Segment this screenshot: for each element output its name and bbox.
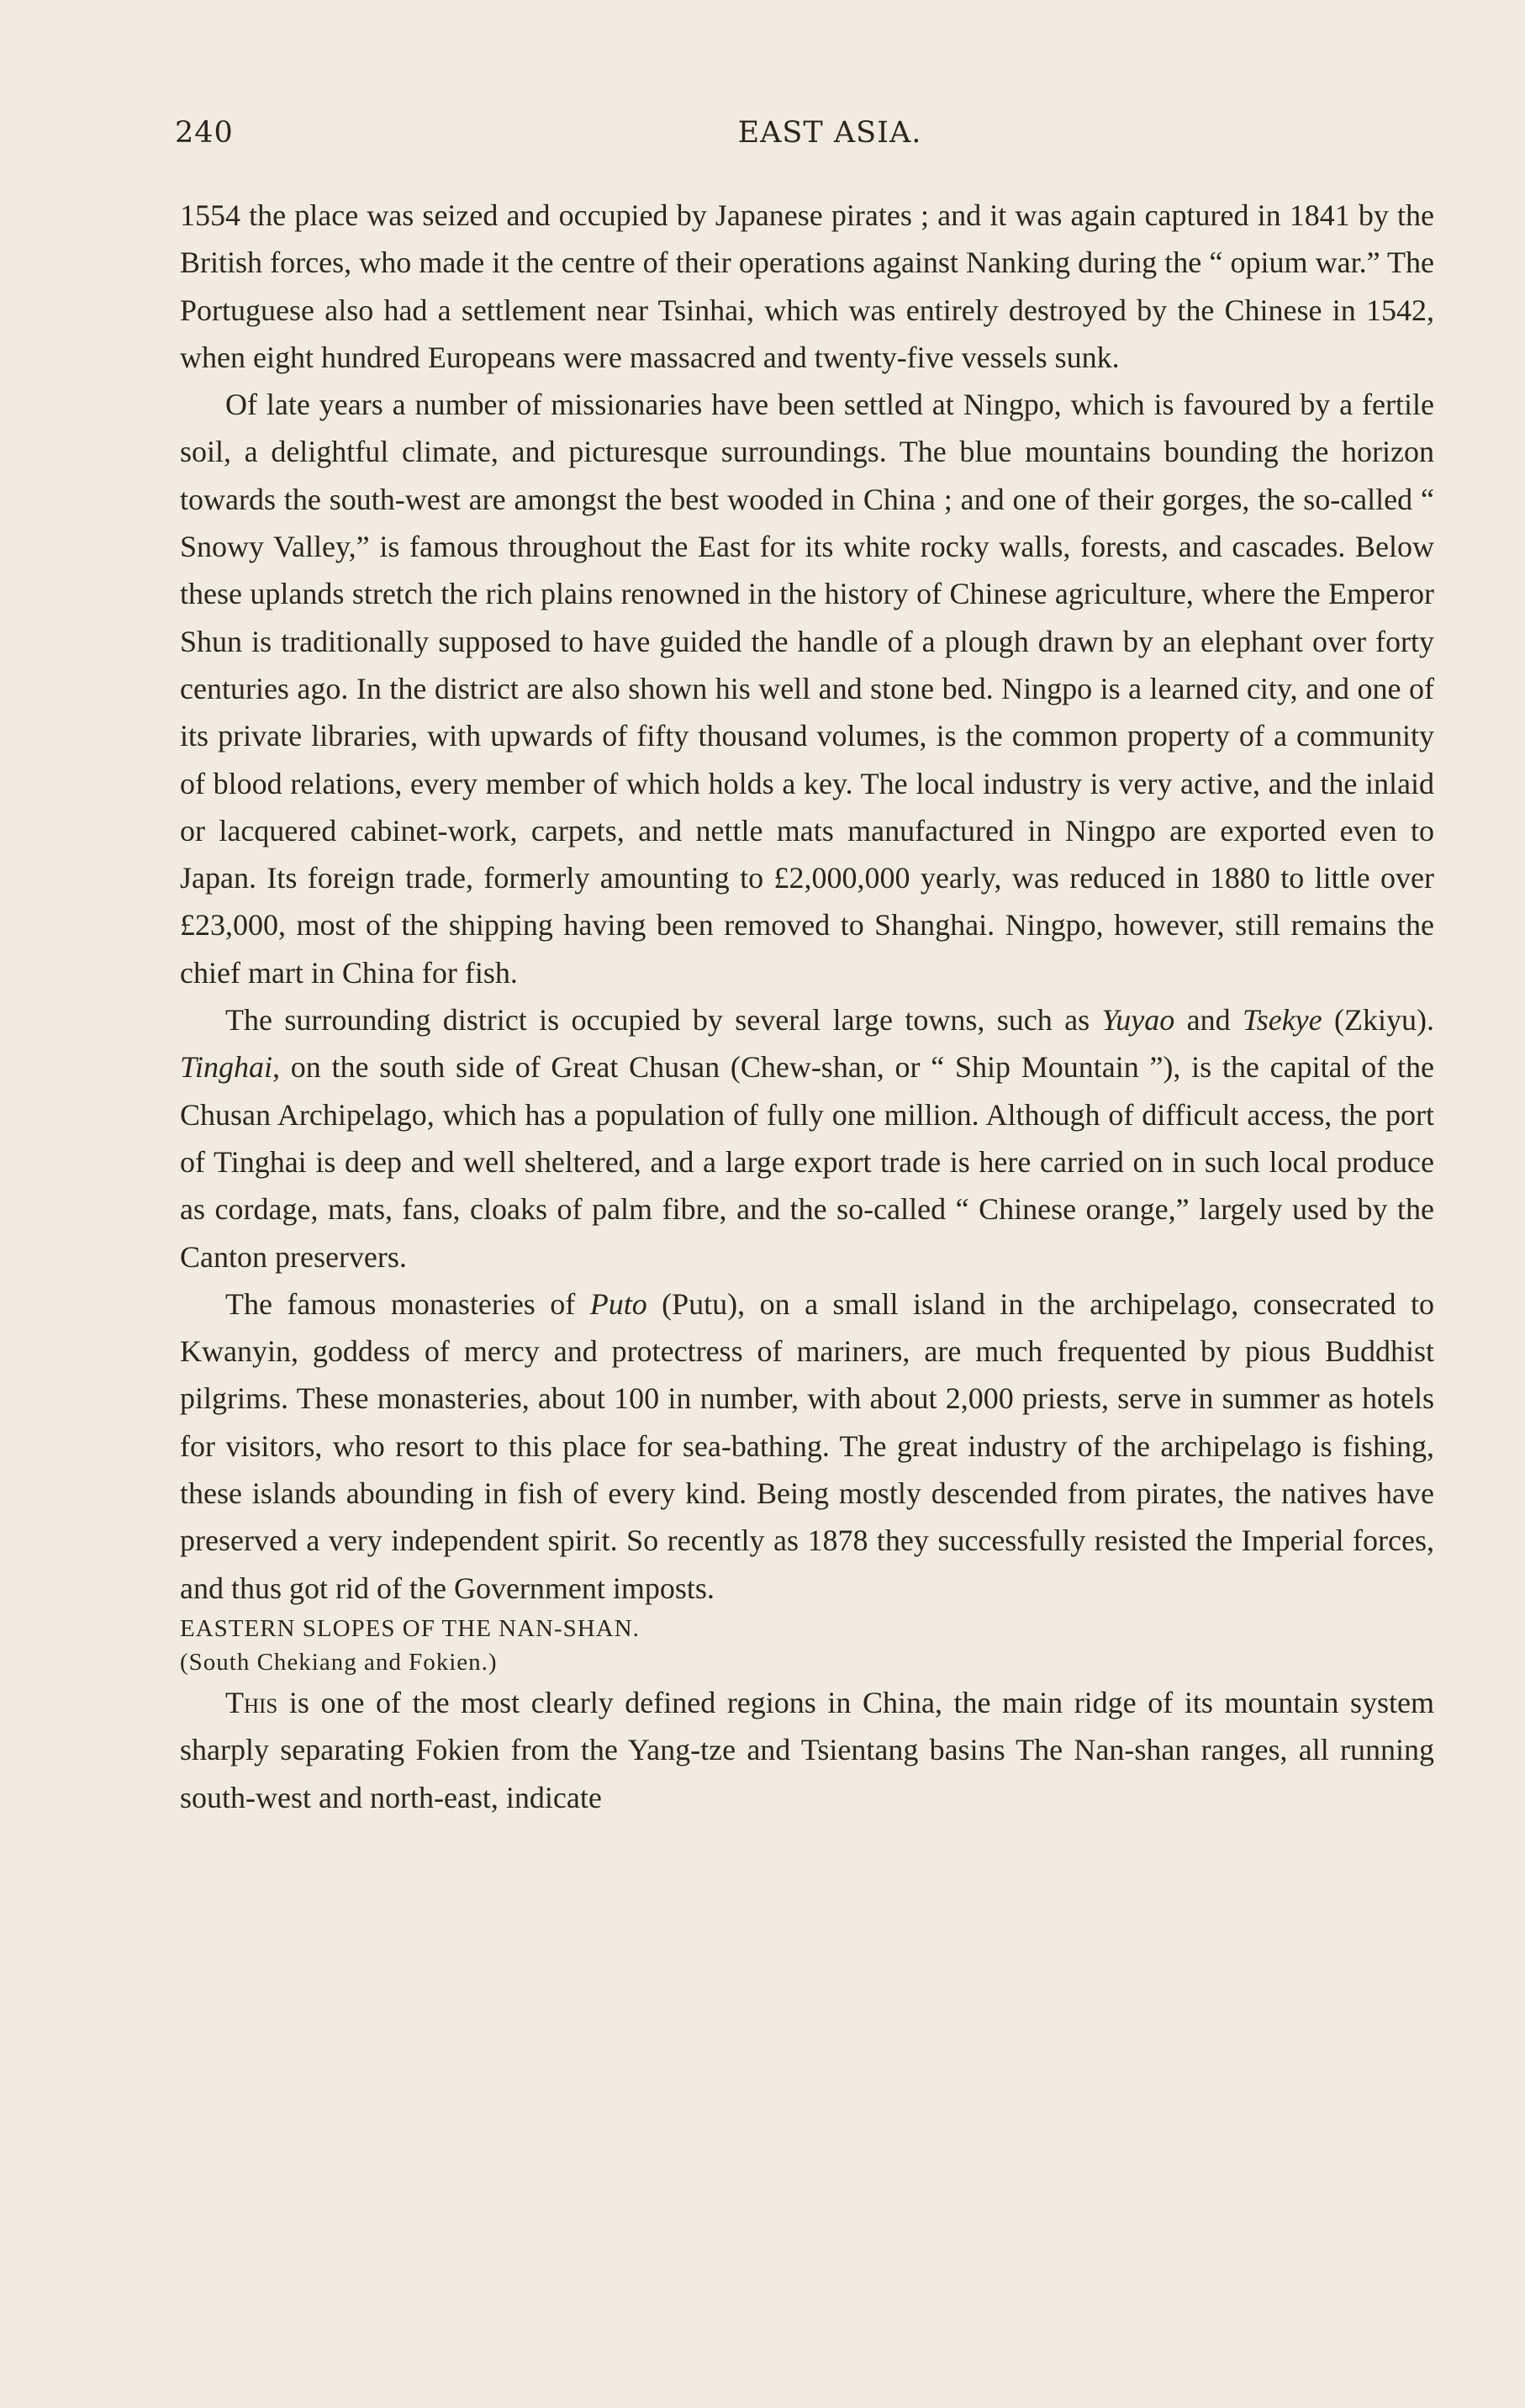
body-text (180, 192, 1434, 1821)
paragraph-nan-shan (180, 1679, 1434, 1821)
paragraph-chusan (180, 996, 1434, 1281)
place-name-yuyao: Yuyao (1101, 1003, 1175, 1038)
text-run: The surrounding district is occupied by several large towns, such as (225, 1003, 1102, 1038)
text-run: (Zkiyu). (1322, 1003, 1435, 1038)
paragraph-puto (180, 1281, 1434, 1612)
section-subtitle: (South Chekiang and Fokien.) (180, 1648, 498, 1676)
paragraph-continuation: 1554 the place was seized and occupied by Japanese pirates ; and it was again captured in 1841 by the British forces, who made it the centre of their operations against Nanking during the “ opium war.” The Portuguese also had a settlement near Tsinhai, which was entirely destroyed by the Chinese in 1542, when eight hundred Europeans were massacred and twenty-five vessels sunk. (180, 198, 1434, 374)
text-run: and (1174, 1003, 1243, 1038)
text-run: on the south side of Great Chusan (Chew-shan, or “ Ship Mountain ”), is the capital of the Chusan Archipelago, which has a population of fully one million. Although of difficult access, the port of Tinghai is deep and well sheltered, and a large export trade is here carried on in such local produce as cordage, mats, fans, cloaks of palm fibre, and the so-called “ Chinese orange,” largely used by the Canton preservers. (180, 1050, 1434, 1274)
place-name-tsekye: Tsekye (1243, 1003, 1322, 1038)
page-number: 240 (175, 116, 234, 150)
lead-word: This (225, 1685, 278, 1719)
place-name-puto: Puto (589, 1286, 647, 1321)
text-run: is one of the most clearly defined regions in China, the main ridge of its mountain system sharply separating Fokien from the Yang-tze and Tsientang basins The Nan-shan ranges, all running south-west and north-east, indicate (180, 1685, 1434, 1814)
paragraph-ningpo: Of late years a number of missionaries have been settled at Ningpo, which is favoured by a fertile soil, a delightful climate, and picturesque surroundings. The blue mountains bounding the horizon towards the south-west are amongst the best wooded in China ; and one of their gorges, the so-called “ Snowy Valley,” is famous throughout the East for its white rocky walls, forests, and cascades. Below these uplands stretch the rich plains renowned in the history of Chinese agriculture, where the Emperor Shun is traditionally supposed to have guided the handle of a plough drawn by an elephant over forty centuries ago. In the district are also shown his well and stone bed. Ningpo is a learned city, and one of its private libraries, with upwards of fifty thousand volumes, is the common property of a community of blood relations, every member of which holds a key. The local industry is very active, and the inlaid or lacquered cabinet-work, carpets, and nettle mats manufactured in Ningpo are exported even to Japan. Its foreign trade, formerly amounting to £2,000,000 yearly, was reduced in 1880 to little over £23,000, most of the shipping having been removed to Shanghai. Ningpo, however, still remains the chief mart in China for fish. (180, 388, 1434, 990)
running-title: EAST ASIA. (737, 116, 922, 150)
text-run: The famous monasteries of (225, 1286, 590, 1321)
page-header (175, 116, 1434, 158)
place-name-tinghai: Tinghai, (180, 1050, 281, 1085)
text-run: (Putu), on a small island in the archipelago, consecrated to Kwanyin, goddess of mercy and protectress of mariners, are much frequented by pious Buddhist pilgrims. These monasteries, about 100 in number, with about 2,000 priests, serve in summer as hotels for visitors, who resort to this place for sea-bathing. The great industry of the archipelago is fishing, these islands abounding in fish of every kind. Being mostly descended from pirates, the natives have preserved a very independent spirit. So recently as 1878 they successfully resisted the Imperial forces, and thus got rid of the Government imposts. (180, 1286, 1434, 1605)
section-title: EASTERN SLOPES OF THE NAN-SHAN. (180, 1614, 640, 1642)
